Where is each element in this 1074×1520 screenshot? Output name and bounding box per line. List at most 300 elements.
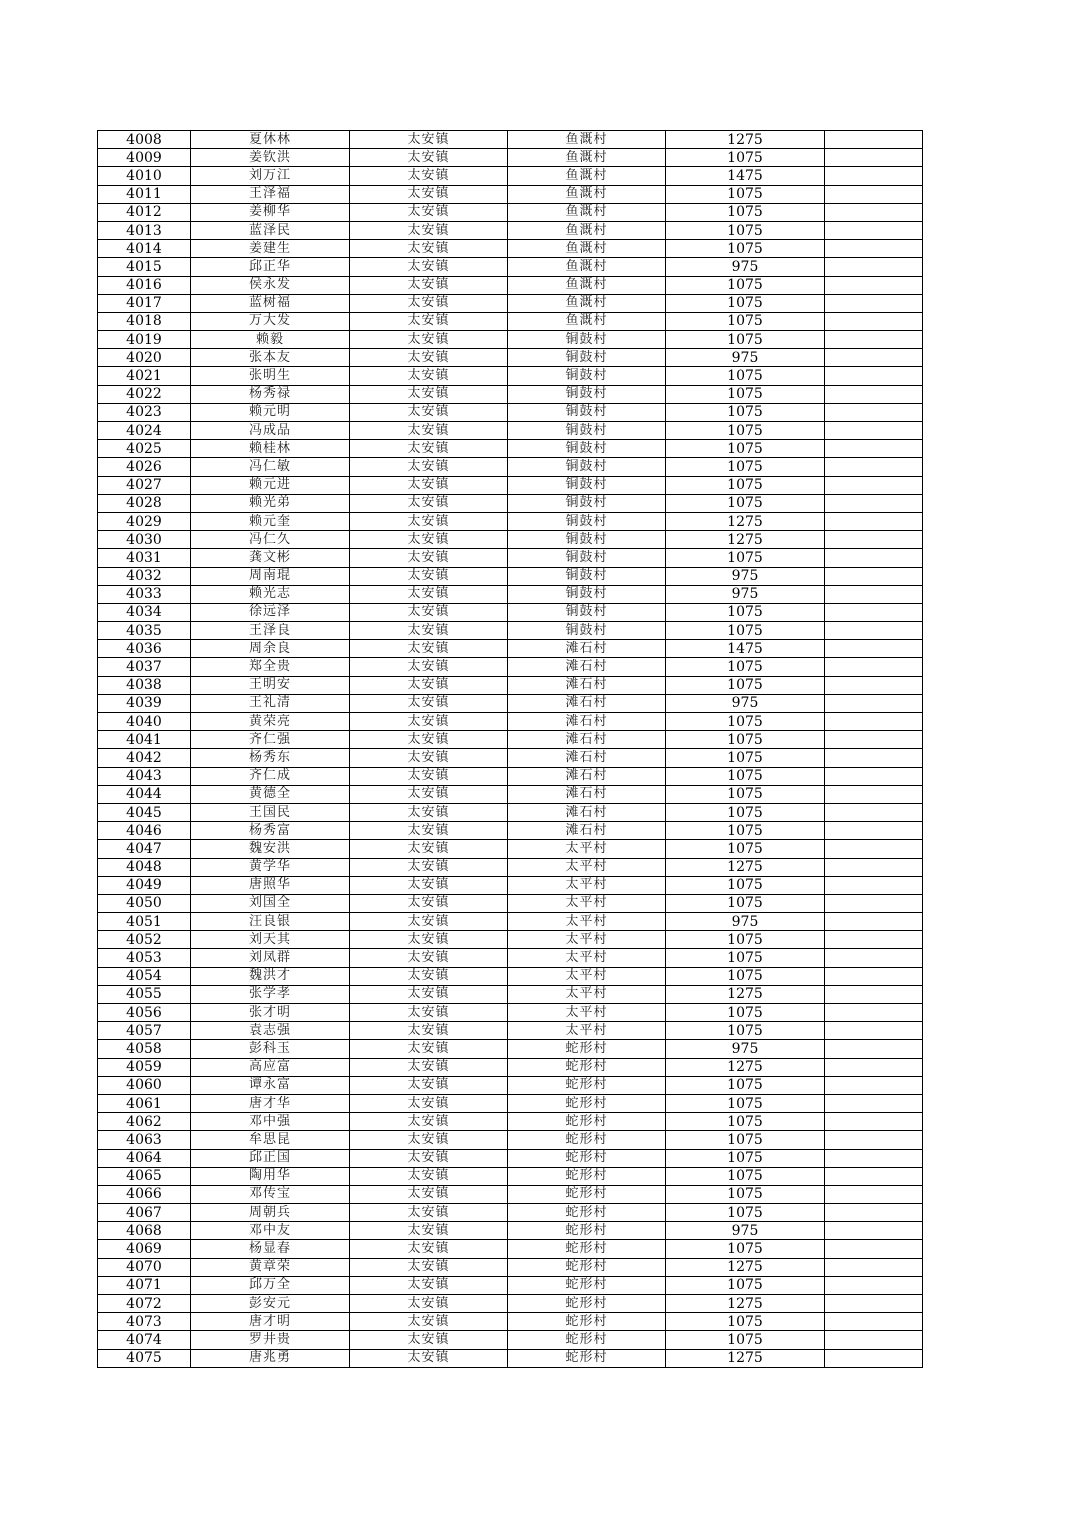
row-number-cell: 4032: [98, 567, 191, 585]
name-cell: 刘天其: [191, 931, 350, 949]
village-cell: 太平村: [508, 1004, 666, 1022]
town-cell: 太安镇: [350, 1204, 508, 1222]
table-row: [98, 403, 923, 421]
village-cell: 太平村: [508, 876, 666, 894]
table-row: [98, 1076, 923, 1094]
remark-cell: [825, 349, 923, 367]
town-cell: 太安镇: [350, 422, 508, 440]
amount-cell: 1075: [666, 658, 825, 676]
amount-cell: 1075: [666, 785, 825, 803]
amount-cell: 1075: [666, 1113, 825, 1131]
remark-cell: [825, 1004, 923, 1022]
town-cell: 太安镇: [350, 603, 508, 621]
amount-cell: 1075: [666, 767, 825, 785]
row-number-cell: 4020: [98, 349, 191, 367]
row-number-cell: 4027: [98, 476, 191, 494]
remark-cell: [825, 567, 923, 585]
row-number-cell: 4058: [98, 1040, 191, 1058]
village-cell: 蛇形村: [508, 1167, 666, 1185]
remark-cell: [825, 785, 923, 803]
name-cell: 罗井贵: [191, 1331, 350, 1349]
row-number-cell: 4016: [98, 276, 191, 294]
amount-cell: 1475: [666, 167, 825, 185]
table-body: [98, 131, 923, 1368]
row-number-cell: 4070: [98, 1258, 191, 1276]
row-number-cell: 4068: [98, 1222, 191, 1240]
village-cell: 滩石村: [508, 749, 666, 767]
name-cell: 彭科玉: [191, 1040, 350, 1058]
amount-cell: 1075: [666, 367, 825, 385]
village-cell: 蛇形村: [508, 1295, 666, 1313]
village-cell: 鱼溉村: [508, 167, 666, 185]
village-cell: 铜鼓村: [508, 494, 666, 512]
town-cell: 太安镇: [350, 312, 508, 330]
remark-cell: [825, 713, 923, 731]
table-row: [98, 840, 923, 858]
row-number-cell: 4074: [98, 1331, 191, 1349]
remark-cell: [825, 949, 923, 967]
remark-cell: [825, 1076, 923, 1094]
town-cell: 太安镇: [350, 1022, 508, 1040]
remark-cell: [825, 603, 923, 621]
town-cell: 太安镇: [350, 1313, 508, 1331]
name-cell: 王礼清: [191, 694, 350, 712]
town-cell: 太安镇: [350, 385, 508, 403]
name-cell: 冯仁久: [191, 531, 350, 549]
remark-cell: [825, 894, 923, 912]
row-number-cell: 4031: [98, 549, 191, 567]
table-row: [98, 749, 923, 767]
table-row: [98, 1349, 923, 1367]
amount-cell: 1075: [666, 1204, 825, 1222]
table-row: [98, 240, 923, 258]
row-number-cell: 4067: [98, 1204, 191, 1222]
table-row: [98, 258, 923, 276]
amount-cell: 1075: [666, 549, 825, 567]
row-number-cell: 4048: [98, 858, 191, 876]
village-cell: 铜鼓村: [508, 512, 666, 530]
name-cell: 邓中强: [191, 1113, 350, 1131]
table-row: [98, 1222, 923, 1240]
remark-cell: [825, 185, 923, 203]
amount-cell: 1075: [666, 1149, 825, 1167]
row-number-cell: 4063: [98, 1131, 191, 1149]
amount-cell: 1075: [666, 1167, 825, 1185]
row-number-cell: 4040: [98, 713, 191, 731]
name-cell: 谭永富: [191, 1076, 350, 1094]
remark-cell: [825, 931, 923, 949]
amount-cell: 1075: [666, 1240, 825, 1258]
table-row: [98, 785, 923, 803]
village-cell: 铜鼓村: [508, 476, 666, 494]
name-cell: 赖光弟: [191, 494, 350, 512]
table-row: [98, 512, 923, 530]
amount-cell: 1075: [666, 185, 825, 203]
amount-cell: 1075: [666, 403, 825, 421]
remark-cell: [825, 458, 923, 476]
name-cell: 王国民: [191, 803, 350, 821]
name-cell: 万大发: [191, 312, 350, 330]
name-cell: 魏安洪: [191, 840, 350, 858]
table-row: [98, 422, 923, 440]
village-cell: 滩石村: [508, 822, 666, 840]
name-cell: 唐才华: [191, 1094, 350, 1112]
amount-cell: 1275: [666, 1258, 825, 1276]
name-cell: 齐仁成: [191, 767, 350, 785]
village-cell: 蛇形村: [508, 1331, 666, 1349]
amount-cell: 1075: [666, 494, 825, 512]
name-cell: 蓝树福: [191, 294, 350, 312]
amount-cell: 1075: [666, 894, 825, 912]
remark-cell: [825, 312, 923, 330]
row-number-cell: 4026: [98, 458, 191, 476]
town-cell: 太安镇: [350, 1004, 508, 1022]
town-cell: 太安镇: [350, 440, 508, 458]
amount-cell: 1075: [666, 622, 825, 640]
town-cell: 太安镇: [350, 1349, 508, 1367]
amount-cell: 1075: [666, 1313, 825, 1331]
name-cell: 黄荣亮: [191, 713, 350, 731]
row-number-cell: 4037: [98, 658, 191, 676]
row-number-cell: 4012: [98, 203, 191, 221]
row-number-cell: 4061: [98, 1094, 191, 1112]
amount-cell: 1475: [666, 640, 825, 658]
town-cell: 太安镇: [350, 1295, 508, 1313]
village-cell: 蛇形村: [508, 1276, 666, 1294]
name-cell: 姜建生: [191, 240, 350, 258]
table-row: [98, 221, 923, 239]
village-cell: 蛇形村: [508, 1131, 666, 1149]
table-row: [98, 567, 923, 585]
table-row: [98, 1113, 923, 1131]
town-cell: 太安镇: [350, 913, 508, 931]
remark-cell: [825, 1149, 923, 1167]
amount-cell: 1075: [666, 876, 825, 894]
amount-cell: 1075: [666, 603, 825, 621]
name-cell: 刘凤群: [191, 949, 350, 967]
remark-cell: [825, 1240, 923, 1258]
town-cell: 太安镇: [350, 785, 508, 803]
table-row: [98, 185, 923, 203]
village-cell: 铜鼓村: [508, 458, 666, 476]
table-row: [98, 640, 923, 658]
remark-cell: [825, 676, 923, 694]
remark-cell: [825, 840, 923, 858]
table-row: [98, 476, 923, 494]
name-cell: 杨秀东: [191, 749, 350, 767]
village-cell: 铜鼓村: [508, 385, 666, 403]
amount-cell: 1075: [666, 149, 825, 167]
village-cell: 太平村: [508, 949, 666, 967]
amount-cell: 1075: [666, 1331, 825, 1349]
name-cell: 袁志强: [191, 1022, 350, 1040]
village-cell: 鱼溉村: [508, 258, 666, 276]
town-cell: 太安镇: [350, 203, 508, 221]
table-row: [98, 1313, 923, 1331]
village-cell: 蛇形村: [508, 1349, 666, 1367]
village-cell: 鱼溉村: [508, 149, 666, 167]
remark-cell: [825, 367, 923, 385]
village-cell: 鱼溉村: [508, 221, 666, 239]
village-cell: 蛇形村: [508, 1149, 666, 1167]
amount-cell: 1275: [666, 985, 825, 1003]
table-row: [98, 1240, 923, 1258]
village-cell: 滩石村: [508, 785, 666, 803]
amount-cell: 1275: [666, 512, 825, 530]
village-cell: 太平村: [508, 894, 666, 912]
name-cell: 赖元奎: [191, 512, 350, 530]
row-number-cell: 4073: [98, 1313, 191, 1331]
row-number-cell: 4057: [98, 1022, 191, 1040]
row-number-cell: 4075: [98, 1349, 191, 1367]
remark-cell: [825, 1349, 923, 1367]
amount-cell: 1075: [666, 967, 825, 985]
remark-cell: [825, 258, 923, 276]
village-cell: 蛇形村: [508, 1076, 666, 1094]
name-cell: 陶用华: [191, 1167, 350, 1185]
table-row: [98, 949, 923, 967]
amount-cell: 1075: [666, 276, 825, 294]
name-cell: 彭安元: [191, 1295, 350, 1313]
remark-cell: [825, 403, 923, 421]
row-number-cell: 4010: [98, 167, 191, 185]
remark-cell: [825, 694, 923, 712]
remark-cell: [825, 585, 923, 603]
name-cell: 冯成品: [191, 422, 350, 440]
row-number-cell: 4043: [98, 767, 191, 785]
table-row: [98, 803, 923, 821]
remark-cell: [825, 858, 923, 876]
row-number-cell: 4051: [98, 913, 191, 931]
amount-cell: 1075: [666, 422, 825, 440]
name-cell: 刘国全: [191, 894, 350, 912]
remark-cell: [825, 1222, 923, 1240]
name-cell: 杨秀富: [191, 822, 350, 840]
village-cell: 滩石村: [508, 694, 666, 712]
table-row: [98, 676, 923, 694]
table-row: [98, 658, 923, 676]
table-row: [98, 876, 923, 894]
village-cell: 鱼溉村: [508, 240, 666, 258]
village-cell: 蛇形村: [508, 1058, 666, 1076]
table-row: [98, 1022, 923, 1040]
amount-cell: 1075: [666, 203, 825, 221]
town-cell: 太安镇: [350, 276, 508, 294]
town-cell: 太安镇: [350, 1240, 508, 1258]
row-number-cell: 4054: [98, 967, 191, 985]
town-cell: 太安镇: [350, 1185, 508, 1203]
name-cell: 杨秀禄: [191, 385, 350, 403]
amount-cell: 1075: [666, 749, 825, 767]
amount-cell: 1075: [666, 1185, 825, 1203]
village-cell: 鱼溉村: [508, 203, 666, 221]
name-cell: 周朝兵: [191, 1204, 350, 1222]
name-cell: 邱正国: [191, 1149, 350, 1167]
town-cell: 太安镇: [350, 731, 508, 749]
name-cell: 周余良: [191, 640, 350, 658]
name-cell: 郑全贵: [191, 658, 350, 676]
row-number-cell: 4053: [98, 949, 191, 967]
amount-cell: 1075: [666, 240, 825, 258]
remark-cell: [825, 1022, 923, 1040]
name-cell: 邓中友: [191, 1222, 350, 1240]
village-cell: 蛇形村: [508, 1222, 666, 1240]
row-number-cell: 4030: [98, 531, 191, 549]
remark-cell: [825, 913, 923, 931]
name-cell: 王泽福: [191, 185, 350, 203]
name-cell: 周南琨: [191, 567, 350, 585]
table-row: [98, 1149, 923, 1167]
table-row: [98, 913, 923, 931]
town-cell: 太安镇: [350, 1331, 508, 1349]
amount-cell: 975: [666, 1040, 825, 1058]
name-cell: 蓝泽民: [191, 221, 350, 239]
row-number-cell: 4049: [98, 876, 191, 894]
table-row: [98, 1185, 923, 1203]
village-cell: 铜鼓村: [508, 549, 666, 567]
village-cell: 蛇形村: [508, 1185, 666, 1203]
row-number-cell: 4064: [98, 1149, 191, 1167]
town-cell: 太安镇: [350, 1113, 508, 1131]
town-cell: 太安镇: [350, 713, 508, 731]
row-number-cell: 4071: [98, 1276, 191, 1294]
village-cell: 铜鼓村: [508, 349, 666, 367]
table-row: [98, 731, 923, 749]
remark-cell: [825, 767, 923, 785]
amount-cell: 1275: [666, 1349, 825, 1367]
table-row: [98, 312, 923, 330]
village-cell: 滩石村: [508, 803, 666, 821]
name-cell: 龚文彬: [191, 549, 350, 567]
table-row: [98, 603, 923, 621]
row-number-cell: 4060: [98, 1076, 191, 1094]
amount-cell: 1075: [666, 294, 825, 312]
remark-cell: [825, 1040, 923, 1058]
town-cell: 太安镇: [350, 240, 508, 258]
remark-cell: [825, 1204, 923, 1222]
amount-cell: 1075: [666, 713, 825, 731]
town-cell: 太安镇: [350, 349, 508, 367]
row-number-cell: 4042: [98, 749, 191, 767]
amount-cell: 1075: [666, 1094, 825, 1112]
remark-cell: [825, 131, 923, 149]
row-number-cell: 4056: [98, 1004, 191, 1022]
remark-cell: [825, 1331, 923, 1349]
village-cell: 铜鼓村: [508, 422, 666, 440]
remark-cell: [825, 1258, 923, 1276]
town-cell: 太安镇: [350, 221, 508, 239]
name-cell: 张才明: [191, 1004, 350, 1022]
name-cell: 唐兆勇: [191, 1349, 350, 1367]
row-number-cell: 4066: [98, 1185, 191, 1203]
name-cell: 刘万江: [191, 167, 350, 185]
table-row: [98, 1131, 923, 1149]
remark-cell: [825, 658, 923, 676]
name-cell: 黄章荣: [191, 1258, 350, 1276]
remark-cell: [825, 640, 923, 658]
town-cell: 太安镇: [350, 1131, 508, 1149]
amount-cell: 1075: [666, 458, 825, 476]
town-cell: 太安镇: [350, 894, 508, 912]
remark-cell: [825, 803, 923, 821]
town-cell: 太安镇: [350, 622, 508, 640]
town-cell: 太安镇: [350, 531, 508, 549]
village-cell: 鱼溉村: [508, 294, 666, 312]
town-cell: 太安镇: [350, 1222, 508, 1240]
town-cell: 太安镇: [350, 1276, 508, 1294]
remark-cell: [825, 731, 923, 749]
table-row: [98, 1167, 923, 1185]
name-cell: 王泽良: [191, 622, 350, 640]
amount-cell: 1075: [666, 1004, 825, 1022]
remark-cell: [825, 1113, 923, 1131]
table-row: [98, 294, 923, 312]
remark-cell: [825, 149, 923, 167]
town-cell: 太安镇: [350, 876, 508, 894]
remark-cell: [825, 512, 923, 530]
amount-cell: 1075: [666, 1022, 825, 1040]
amount-cell: 1075: [666, 949, 825, 967]
name-cell: 王明安: [191, 676, 350, 694]
table-row: [98, 494, 923, 512]
name-cell: 高应富: [191, 1058, 350, 1076]
name-cell: 赖光志: [191, 585, 350, 603]
amount-cell: 1075: [666, 931, 825, 949]
row-number-cell: 4019: [98, 331, 191, 349]
village-cell: 滩石村: [508, 767, 666, 785]
name-cell: 杨显春: [191, 1240, 350, 1258]
amount-cell: 1275: [666, 858, 825, 876]
subsidy-table: [97, 130, 923, 1368]
name-cell: 黄学华: [191, 858, 350, 876]
town-cell: 太安镇: [350, 767, 508, 785]
table-row: [98, 1004, 923, 1022]
row-number-cell: 4065: [98, 1167, 191, 1185]
town-cell: 太安镇: [350, 640, 508, 658]
village-cell: 滩石村: [508, 713, 666, 731]
town-cell: 太安镇: [350, 331, 508, 349]
remark-cell: [825, 749, 923, 767]
row-number-cell: 4025: [98, 440, 191, 458]
amount-cell: 1075: [666, 440, 825, 458]
amount-cell: 975: [666, 694, 825, 712]
row-number-cell: 4069: [98, 1240, 191, 1258]
row-number-cell: 4039: [98, 694, 191, 712]
amount-cell: 975: [666, 913, 825, 931]
amount-cell: 1075: [666, 385, 825, 403]
remark-cell: [825, 1295, 923, 1313]
village-cell: 铜鼓村: [508, 603, 666, 621]
town-cell: 太安镇: [350, 494, 508, 512]
village-cell: 太平村: [508, 858, 666, 876]
table-row: [98, 167, 923, 185]
town-cell: 太安镇: [350, 1076, 508, 1094]
amount-cell: 975: [666, 349, 825, 367]
row-number-cell: 4045: [98, 803, 191, 821]
remark-cell: [825, 1131, 923, 1149]
village-cell: 铜鼓村: [508, 585, 666, 603]
name-cell: 邱正华: [191, 258, 350, 276]
remark-cell: [825, 221, 923, 239]
amount-cell: 1075: [666, 312, 825, 330]
row-number-cell: 4018: [98, 312, 191, 330]
village-cell: 鱼溉村: [508, 131, 666, 149]
name-cell: 张本友: [191, 349, 350, 367]
village-cell: 太平村: [508, 967, 666, 985]
row-number-cell: 4050: [98, 894, 191, 912]
name-cell: 冯仁敏: [191, 458, 350, 476]
remark-cell: [825, 422, 923, 440]
